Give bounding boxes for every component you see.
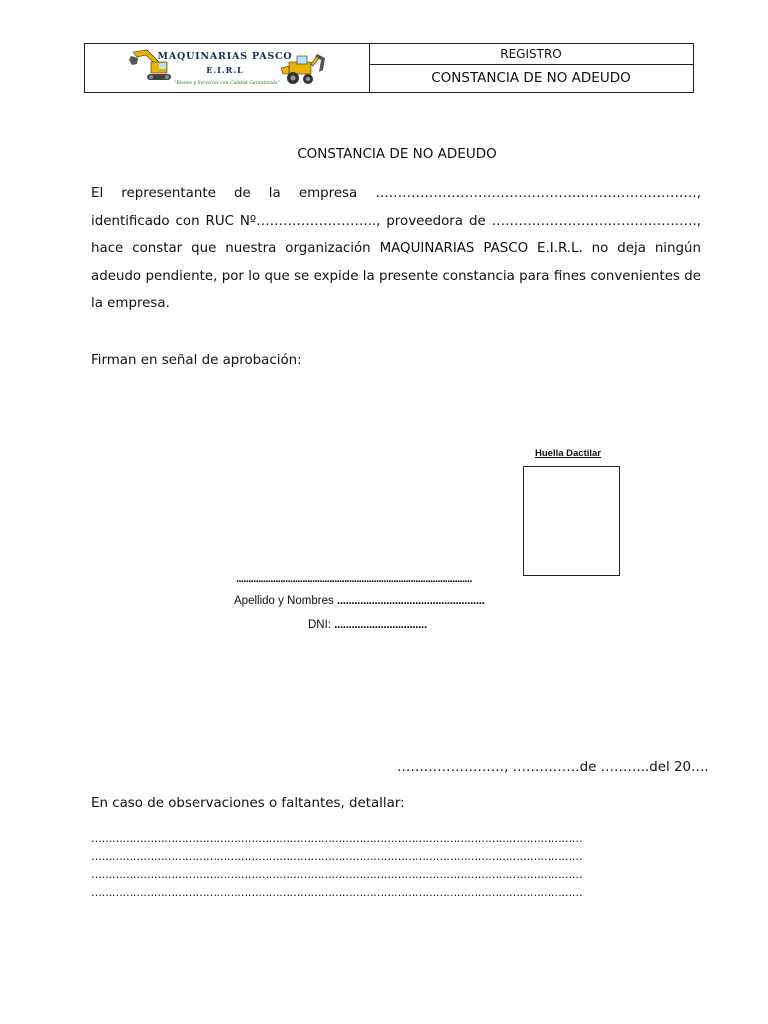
date-line: ……………………, ……………de ………..del 20…. [397,760,709,775]
document-title: CONSTANCIA DE NO ADEUDO [297,146,497,162]
observation-line: …………………………………………………………………………………………………………………………… [91,850,583,863]
signature-line: ................................................................................................ [236,573,472,585]
dni-dots: ................................ [334,619,427,631]
main-paragraph [91,180,701,318]
paragraph-text: El representante de la empresa ………………………………………………………………, identificado con RUC Nº……………………..., proveedora de ………………………………………., hace constar que nuestra organización MAQUINARIAS PASCO E.I.R.L. no deja ningún adeudo pendiente, por lo que se expide la presente constancia para fines convenientes de la empresa. [91,186,701,311]
observation-line: …………………………………………………………………………………………………………………………… [91,868,583,881]
dni-label: DNI: [308,619,331,631]
company-name: MAQUINARIAS PASCO [157,51,293,62]
document-header [84,43,694,93]
company-type: E.I.R.L [206,65,244,75]
company-slogan: "Bienes y Servicios con Calidad Garantizada" [174,81,280,86]
header-doc-title: CONSTANCIA DE NO ADEUDO [431,70,631,86]
company-logo [85,44,370,92]
registro-label: REGISTRO [369,44,693,65]
fingerprint-label: Huella Dactilar [535,448,601,459]
fingerprint-box [523,466,620,576]
approval-text: Firman en señal de aprobación: [91,353,302,368]
observations-label: En caso de observaciones o faltantes, detallar: [91,796,405,811]
name-label: Apellido y Nombres [234,595,334,607]
dni-field [308,619,427,631]
name-field [234,595,485,607]
observation-line: …………………………………………………………………………………………………………………………… [91,886,583,899]
observation-line: …………………………………………………………………………………………………………………………… [91,832,583,845]
name-dots: ................................................... [336,595,485,607]
